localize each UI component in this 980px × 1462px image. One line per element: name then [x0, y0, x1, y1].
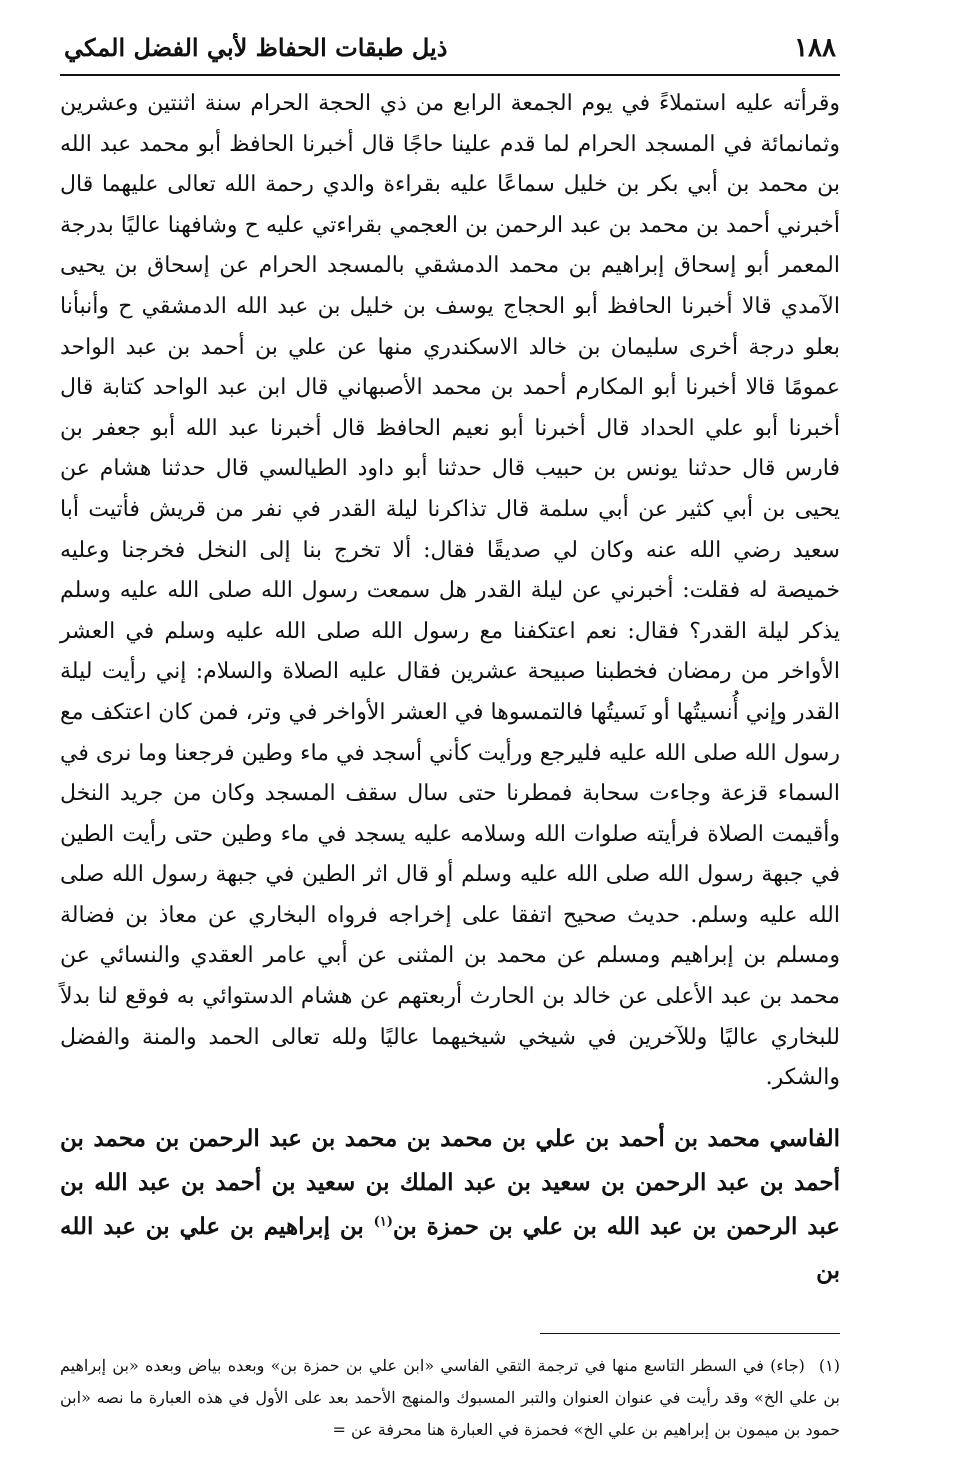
footnote-reference: (١) — [373, 1214, 393, 1230]
page-number: ١٨٨ — [794, 33, 836, 63]
body-paragraph: وقرأته عليه استملاءً في يوم الجمعة الرابع من ذي الحجة الحرام سنة اثنتين وعشرين وثمانمائة في المسجد الحرام لما قدم علينا حاجًا قال أخبرنا الحافظ أبو محمد عبد الله بن محمد بن أبي بكر بن خليل سماعًا عليه بقراءة والدي رحمة الله تعالى عليهما قال أخبرني أحمد بن محمد بن عبد الرحمن بن العجمي بقراءتي عليه ح وشافهنا عاليًا بدرجة المعمر أبو إسحاق إبراهيم بن محمد الدمشقي بالمسجد الحرام عن إسحاق بن يحيى الآمدي قالا أخبرنا الحافظ أبو الحجاج يوسف بن خليل بن عبد الله الدمشقي ح وأنبأنا بعلو درجة أخرى سليمان بن خالد الاسكندري منها عن علي بن أحمد بن عبد الواحد عمومًا قالا أخبرنا أبو المكارم أحمد بن محمد الأصبهاني قال ابن عبد الواحد كتابة قال أخبرنا أبو علي الحداد قال أخبرنا أبو نعيم الحافظ قال أخبرنا عبد الله أبو جعفر بن فارس قال حدثنا يونس بن حبيب قال حدثنا أبو داود الطيالسي قال حدثنا هشام عن يحيى بن أبي كثير عن أبي سلمة قال تذاكرنا ليلة القدر في نفر من قريش فأتيت أبا سعيد رضي الله عنه وكان لي صديقًا فقال: ألا تخرج بنا إلى النخل فخرجنا وعليه خميصة له فقلت: أخبرني عن ليلة القدر هل سمعت رسول الله صلى الله عليه وسلم يذكر ليلة القدر؟ فقال: نعم اعتكفنا مع رسول الله صلى الله عليه وسلم في العشر الأواخر من رمضان فخطبنا صبيحة عشرين فقال عليه الصلاة والسلام: إني رأيت ليلة القدر وإني أُنسيتُها أو نَسيتُها فالتمسوها في العشر الأواخر في وتر، فمن كان اعتكف مع رسول الله صلى الله عليه فليرجع ورأيت كأني أسجد في ماء وطين فرجعنا وما نرى في السماء قزعة وجاءت سحابة فمطرنا حتى سال سقف المسجد وكان من جريد النخل وأقيمت الصلاة فرأيته صلوات الله وسلامه عليه يسجد في ماء وطين حتى رأيت الطين في جبهة رسول الله صلى الله عليه وسلم أو قال اثر الطين في جبهة رسول الله صلى الله عليه وسلم. حديث صحيح اتفقا على إخراجه فرواه البخاري عن معاذ بن فضالة ومسلم بن إبراهيم ومسلم عن محمد بن المثنى عن أبي عامر العقدي والنسائي عن محمد بن عبد الأعلى عن خالد بن الحارث أربعتهم عن هشام الدستوائي به فوقع لنا بدلاً للبخاري عاليًا وللآخرين في شيخي شيخيهما عاليًا ولله تعالى الحمد والمنة والفضل والشكر. — [59, 91, 840, 1091]
footnote — [60, 1350, 840, 1446]
biography-entry-heading — [60, 1117, 840, 1293]
footnote-text: (جاء) في السطر التاسع منها في ترجمة التقي الفاسي «ابن علي بن حمزة بن» وبعده بياض وبعده «بن إبراهيم بن علي الخ» وقد رأيت في عنوان العنوان والتبر المسبوك والمنهج الأحمد بعد على الأول في هذه العبارة ما نصه «ابن حمود بن ميمون بن إبراهيم بن علي الخ» فحمزة في العبارة هنا محرفة عن = — [60, 1355, 840, 1439]
entry-text-after-note: بن إبراهيم بن علي بن عبد الله بن — [60, 1212, 840, 1284]
running-head — [60, 28, 840, 76]
footnote-divider — [540, 1333, 840, 1334]
book-page — [60, 28, 840, 1462]
entry-text-before-note: الفاسي محمد بن أحمد بن علي بن محمد بن محمد بن عبد الرحمن بن محمد بن أحمد بن عبد الرحمن بن سعيد بن عبد الملك بن سعيد بن أحمد بن عبد الله بن عبد الرحمن بن عبد الله بن علي بن حمزة بن — [60, 1124, 840, 1240]
running-title: ذيل طبقات الحفاظ لأبي الفضل المكي — [64, 33, 448, 62]
footnote-marker: (١) — [818, 1355, 840, 1375]
